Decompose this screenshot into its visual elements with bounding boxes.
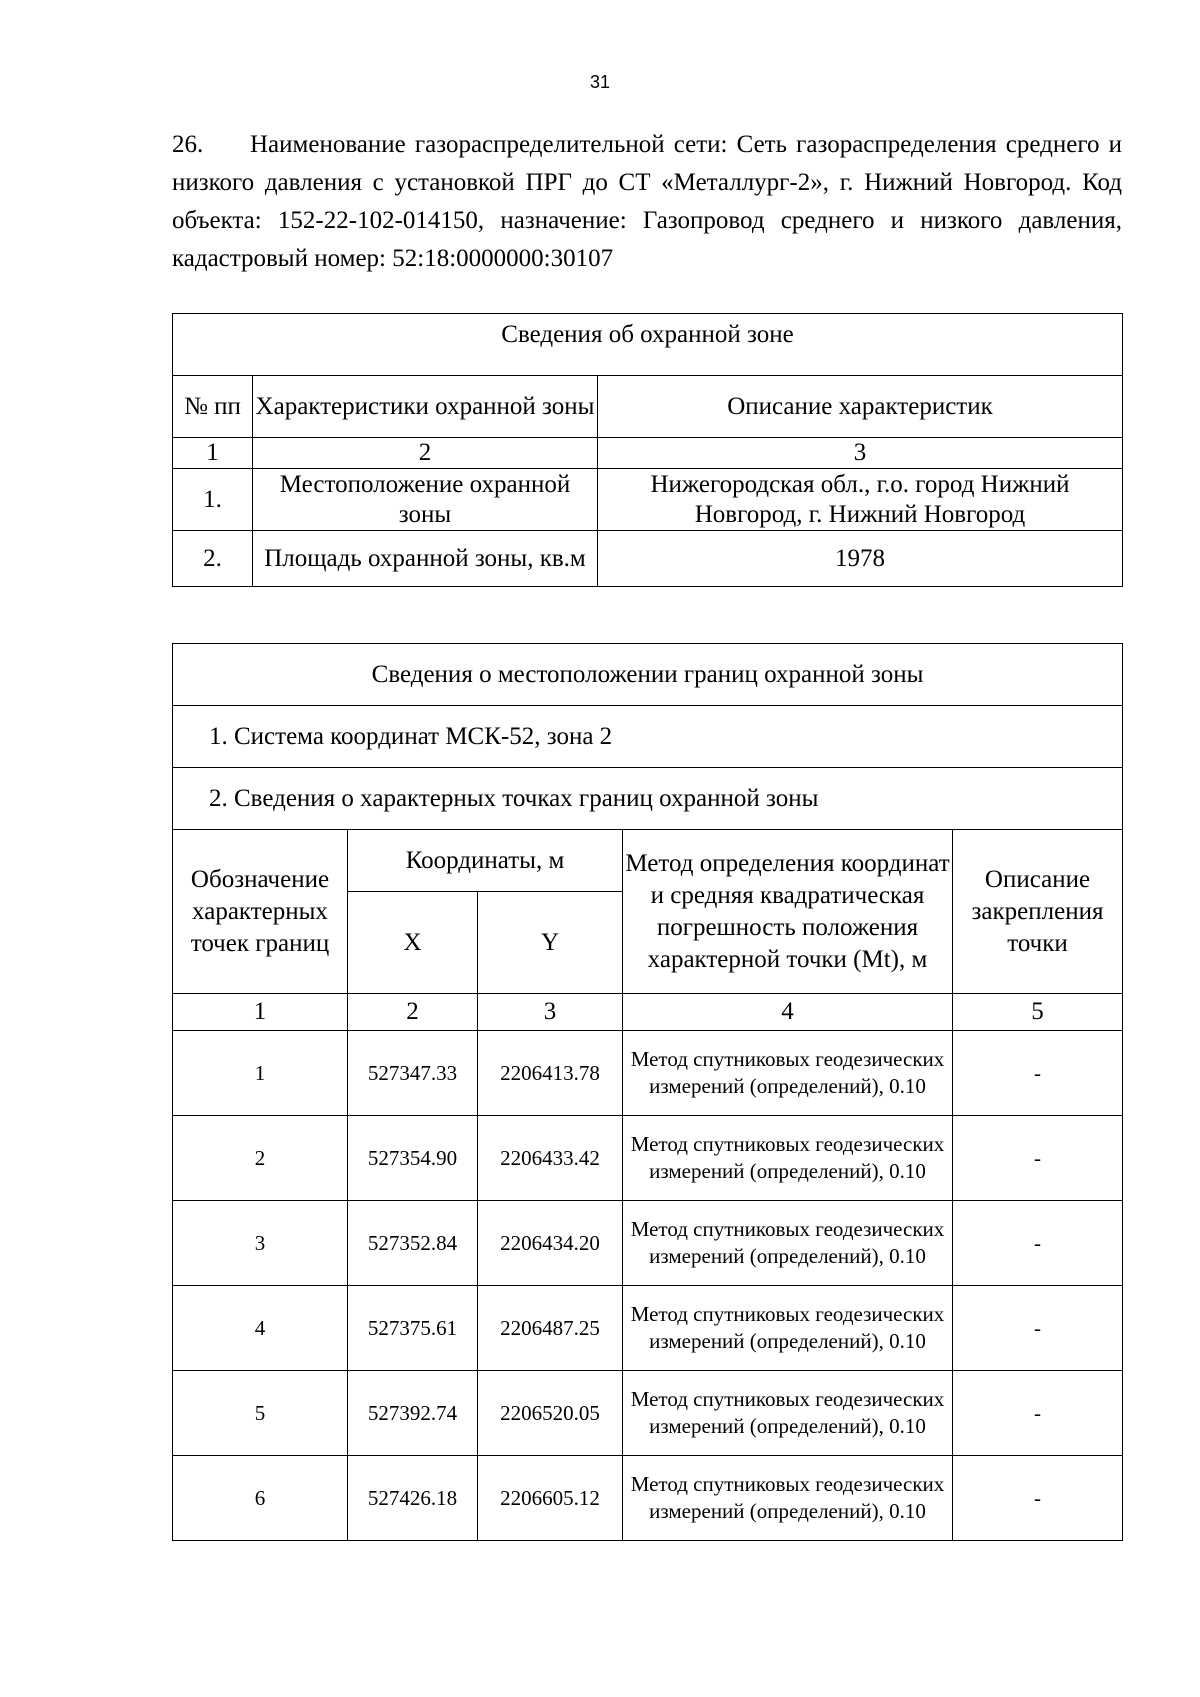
- table-row: [173, 1371, 1123, 1456]
- point-id: 2: [173, 1116, 348, 1201]
- point-x: 527426.18: [348, 1456, 478, 1541]
- header-fixing-description: Описание закрепления точки: [953, 830, 1123, 994]
- header-description: Описание характеристик: [598, 376, 1123, 438]
- row-number: 2.: [173, 531, 253, 587]
- table-row: [173, 1031, 1123, 1116]
- table-row: [173, 1116, 1123, 1201]
- point-description: -: [953, 1286, 1123, 1371]
- point-description: -: [953, 1456, 1123, 1541]
- point-method: Метод спутниковых геодезических измерений (определений), 0.10: [623, 1116, 953, 1201]
- network-description: [172, 126, 1122, 278]
- column-number: 2: [348, 994, 478, 1031]
- boundary-points-table: [172, 643, 1123, 1541]
- point-x: 527392.74: [348, 1371, 478, 1456]
- point-id: 6: [173, 1456, 348, 1541]
- point-y: 2206434.20: [478, 1201, 623, 1286]
- column-number: 3: [598, 438, 1123, 469]
- point-method: Метод спутниковых геодезических измерений (определений), 0.10: [623, 1371, 953, 1456]
- protection-zone-table: [172, 313, 1123, 587]
- point-x: 527375.61: [348, 1286, 478, 1371]
- point-y: 2206487.25: [478, 1286, 623, 1371]
- point-description: -: [953, 1031, 1123, 1116]
- point-description: -: [953, 1201, 1123, 1286]
- coordinate-system: 1. Система координат МСК-52, зона 2: [173, 706, 1123, 768]
- point-method: Метод спутниковых геодезических измерений (определений), 0.10: [623, 1201, 953, 1286]
- point-y: 2206520.05: [478, 1371, 623, 1456]
- point-method: Метод спутниковых геодезических измерений (определений), 0.10: [623, 1456, 953, 1541]
- table-row: [173, 1456, 1123, 1541]
- column-number: 1: [173, 994, 348, 1031]
- point-x: 527352.84: [348, 1201, 478, 1286]
- column-number: 4: [623, 994, 953, 1031]
- column-number: 1: [173, 438, 253, 469]
- point-method: Метод спутниковых геодезических измерений (определений), 0.10: [623, 1286, 953, 1371]
- header-method: Метод определения координат и средняя квадратическая погрешность положения характерной точки (Mt), м: [623, 830, 953, 994]
- points-section-title: 2. Сведения о характерных точках границ охранной зоны: [173, 768, 1123, 830]
- point-description: -: [953, 1371, 1123, 1456]
- header-x: X: [348, 892, 478, 994]
- row-name: Местоположение охранной зоны: [253, 469, 598, 531]
- table-row: [173, 1286, 1123, 1371]
- item-number: 26.: [172, 131, 204, 158]
- header-y: Y: [478, 892, 623, 994]
- point-id: 1: [173, 1031, 348, 1116]
- point-x: 527347.33: [348, 1031, 478, 1116]
- point-id: 4: [173, 1286, 348, 1371]
- table-row: [173, 469, 1123, 531]
- point-y: 2206413.78: [478, 1031, 623, 1116]
- table-row: [173, 1201, 1123, 1286]
- row-name: Площадь охранной зоны, кв.м: [253, 531, 598, 587]
- zone-table-title: Сведения об охранной зоне: [173, 314, 1123, 376]
- point-id: 5: [173, 1371, 348, 1456]
- column-number: 2: [253, 438, 598, 469]
- row-value: Нижегородская обл., г.о. город Нижний Новгород, г. Нижний Новгород: [598, 469, 1123, 531]
- header-characteristics: Характеристики охранной зоны: [253, 376, 598, 438]
- point-id: 3: [173, 1201, 348, 1286]
- point-y: 2206433.42: [478, 1116, 623, 1201]
- header-coordinates: Координаты, м: [348, 830, 623, 892]
- row-value: 1978: [598, 531, 1123, 587]
- table-row: [173, 531, 1123, 587]
- point-description: -: [953, 1116, 1123, 1201]
- page-number: 31: [589, 72, 611, 92]
- point-x: 527354.90: [348, 1116, 478, 1201]
- row-number: 1.: [173, 469, 253, 531]
- point-y: 2206605.12: [478, 1456, 623, 1541]
- column-number: 3: [478, 994, 623, 1031]
- point-method: Метод спутниковых геодезических измерений (определений), 0.10: [623, 1031, 953, 1116]
- header-number: № пп: [173, 376, 253, 438]
- header-designation: Обозначение характерных точек границ: [173, 830, 348, 994]
- item-text: Наименование газораспределительной сети: Сеть газораспределения среднего и низкого давления с установкой ПРГ до СТ «Металлург-2», г. Нижний Новгород. Код объекта: 152-22-102-014150, назначение: Газопровод среднего и низкого давления, кадастровый номер: 52:18:0000000:30107: [172, 131, 1122, 272]
- column-number: 5: [953, 994, 1123, 1031]
- bounds-table-title: Сведения о местоположении границ охранной зоны: [173, 644, 1123, 706]
